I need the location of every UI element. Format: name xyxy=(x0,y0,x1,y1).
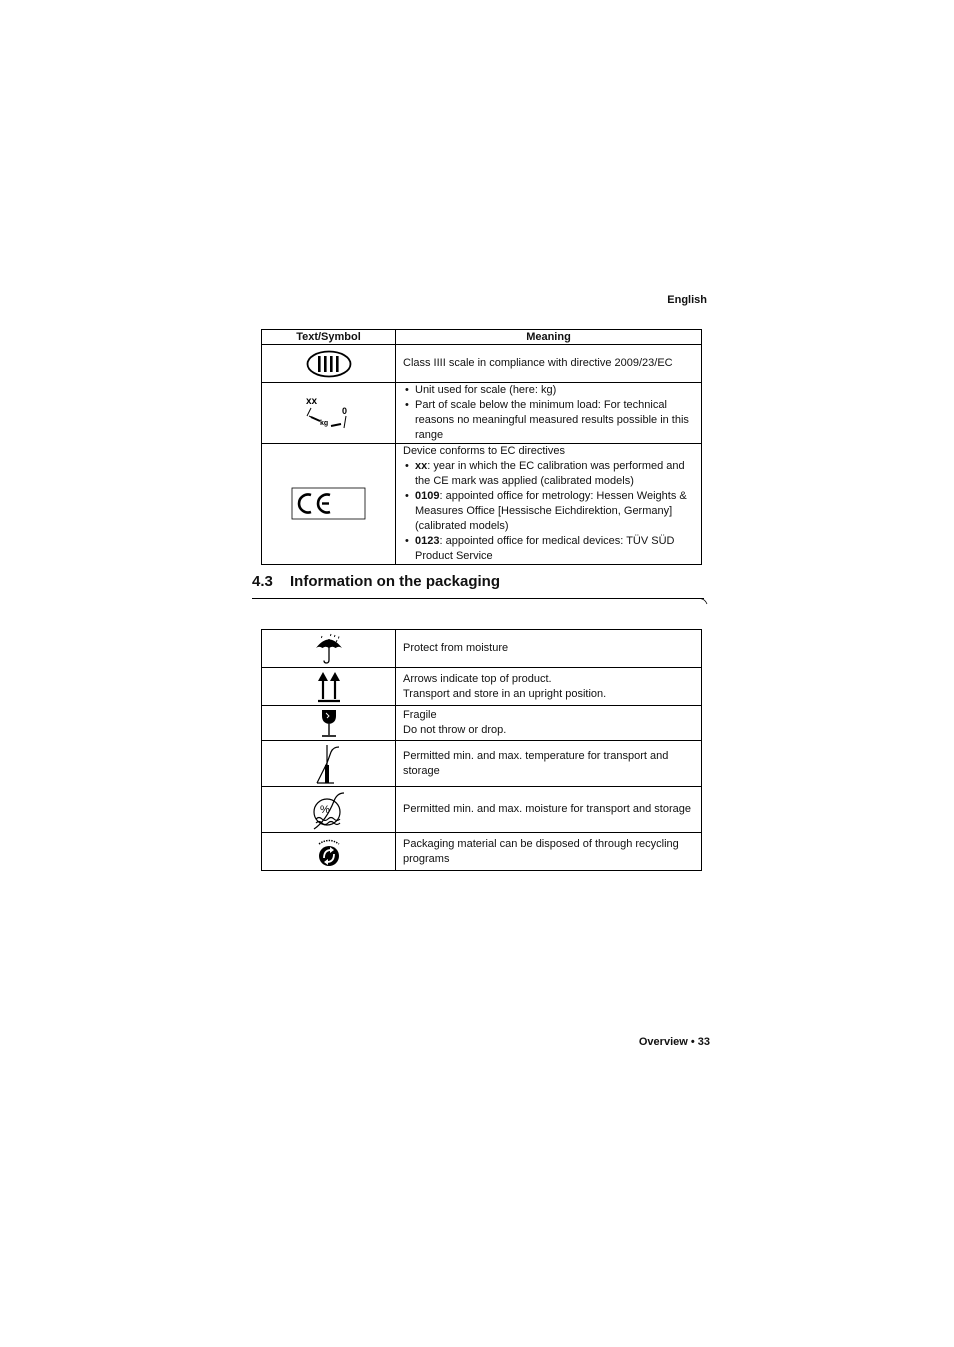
ce-mark-meaning xyxy=(396,444,702,565)
svg-text:%: % xyxy=(319,803,330,816)
list-item: • xx: year in which the EC calibration was performed and the CE mark was applied (calibrated models) xyxy=(403,459,697,489)
fragile-line-2: Do not throw or drop. xyxy=(403,724,507,736)
page-footer: Overview • 33 xyxy=(638,1036,710,1048)
section-title: Information on the packaging xyxy=(290,573,501,590)
fragile-meaning xyxy=(396,706,702,741)
table-row xyxy=(262,741,702,787)
table-row xyxy=(262,787,702,833)
table-row xyxy=(262,630,702,668)
table-row xyxy=(262,444,702,565)
section-heading xyxy=(252,573,500,590)
fragile-glass-icon xyxy=(262,706,396,741)
table-row xyxy=(262,833,702,871)
temperature-limit-icon xyxy=(262,741,396,787)
packaging-table xyxy=(261,629,702,871)
language-label: English xyxy=(667,294,707,306)
upright-line-1: Arrows indicate top of product. xyxy=(403,672,552,685)
list-item: • 0109: appointed office for metrology: Hessen Weights & Measures Office [Hessische Eichdirektion, Germany] (calibrated models) xyxy=(403,489,697,534)
humidity-meaning: Permitted min. and max. moisture for transport and storage xyxy=(396,787,702,833)
class-iiii-icon xyxy=(262,345,396,383)
recycling-meaning: Packaging material can be disposed of through recycling programs xyxy=(396,833,702,871)
column-header-meaning: Meaning xyxy=(396,330,702,345)
ce-mark-icon xyxy=(262,444,396,565)
section-number: 4.3 xyxy=(252,573,273,590)
scale-range-top-label: xx xyxy=(305,396,317,407)
upright-line-2: Transport and store in an upright position. xyxy=(403,687,607,700)
humidity-limit-icon xyxy=(262,787,396,833)
section-rule xyxy=(252,598,704,599)
scale-range-icon xyxy=(262,383,396,444)
rule-end-mark xyxy=(700,598,708,608)
table-header-row xyxy=(262,330,702,345)
table-row xyxy=(262,345,702,383)
protect-from-moisture-meaning: Protect from moisture xyxy=(396,630,702,668)
this-way-up-icon xyxy=(262,668,396,706)
recycling-icon xyxy=(262,833,396,871)
ce-mark-intro: Device conforms to EC directives xyxy=(403,445,565,457)
table-row xyxy=(262,668,702,706)
list-item: • Part of scale below the minimum load: For technical reasons no meaningful measured results possible in this range xyxy=(403,398,697,443)
list-item: • 0123: appointed office for medical devices: TÜV SÜD Product Service xyxy=(403,534,697,564)
symbols-table xyxy=(261,329,702,565)
table-row xyxy=(262,383,702,444)
scale-range-zero-label: 0 xyxy=(341,406,347,416)
upright-meaning xyxy=(396,668,702,706)
list-item: • Unit used for scale (here: kg) xyxy=(403,383,697,398)
column-header-symbol: Text/Symbol xyxy=(262,330,396,345)
class-iiii-meaning: Class IIII scale in compliance with directive 2009/23/EC xyxy=(396,345,702,383)
umbrella-icon xyxy=(262,630,396,668)
scale-range-unit-label: kg xyxy=(319,420,328,427)
table-row xyxy=(262,706,702,741)
scale-range-meaning xyxy=(396,383,702,444)
temperature-meaning: Permitted min. and max. temperature for transport and storage xyxy=(396,741,702,787)
fragile-line-1: Fragile xyxy=(403,709,437,721)
